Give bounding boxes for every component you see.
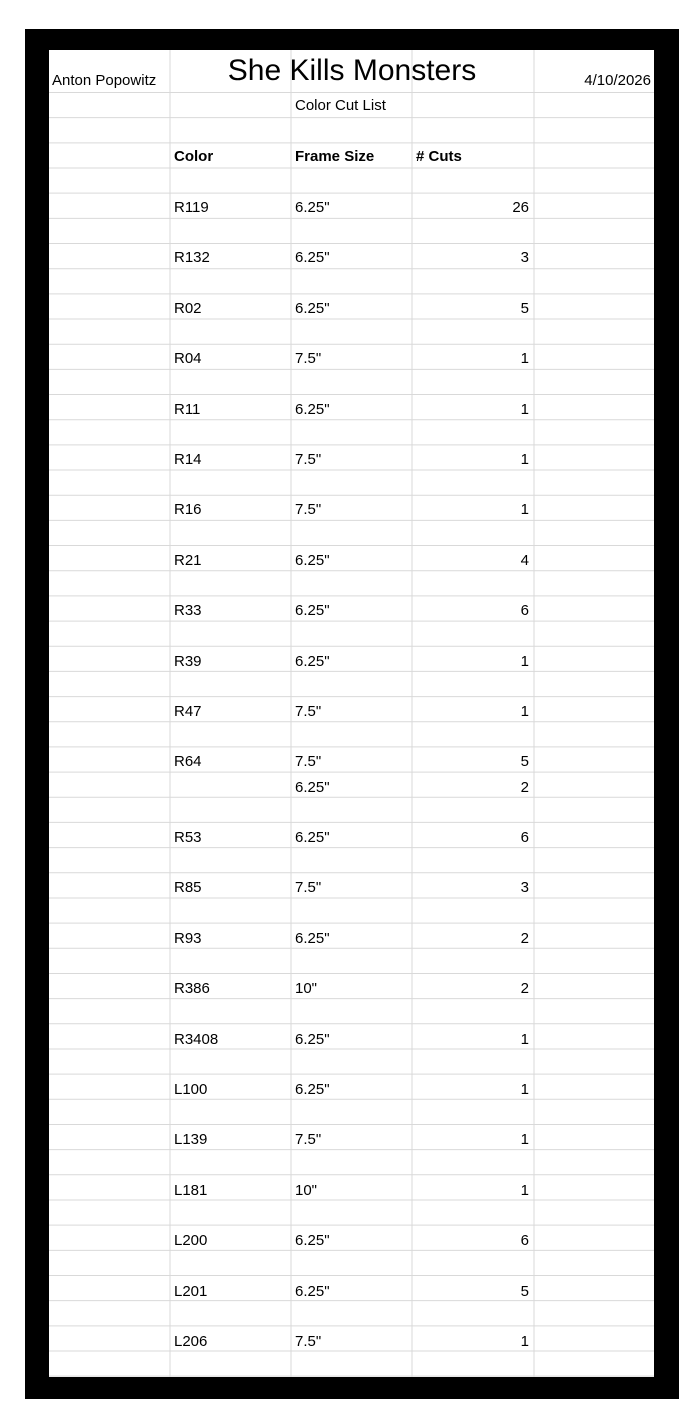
frame-size: 7.5": [295, 451, 322, 468]
sheet-subtitle: Color Cut List: [295, 97, 386, 114]
color-code: R16: [174, 501, 202, 519]
frame-size: 6.25": [295, 778, 330, 796]
color-code: L139: [174, 1131, 208, 1149]
cut-count: 26: [512, 199, 529, 216]
cut-count: 1: [520, 350, 529, 368]
frame-size: 6.25": [295, 400, 330, 418]
frame-size: 10": [295, 1181, 318, 1199]
frame-size: 7.5": [295, 501, 322, 519]
color-code: R386: [174, 980, 210, 998]
cut-count: 1: [520, 501, 529, 519]
spreadsheet: [49, 50, 654, 1377]
author-name: Anton Popowitz: [52, 72, 157, 89]
cut-count: 3: [520, 249, 529, 267]
cut-count: 1: [520, 400, 529, 418]
color-code: L200: [174, 1232, 208, 1250]
frame-size: 6.25": [295, 299, 330, 317]
sheet-date: 4/10/2026: [584, 72, 651, 89]
frame-size: 6.25": [295, 249, 330, 267]
cut-count: 5: [520, 1282, 529, 1300]
cut-count: 5: [520, 299, 529, 317]
frame-size: 6.25": [295, 199, 330, 216]
frame-size: 6.25": [295, 551, 330, 569]
cut-count: 3: [520, 879, 529, 897]
cut-count: 1: [520, 1333, 529, 1350]
color-code: R33: [174, 602, 202, 620]
color-code: R47: [174, 703, 202, 720]
frame-size: 6.25": [295, 929, 330, 947]
color-code: R11: [174, 400, 201, 418]
cut-count: 2: [520, 929, 529, 947]
cut-count: 1: [520, 1081, 529, 1098]
color-code: R39: [174, 652, 202, 670]
frame-size: 10": [295, 980, 318, 998]
column-header-color: Color: [174, 148, 214, 165]
color-code: L206: [174, 1333, 208, 1350]
color-code: R85: [174, 879, 202, 897]
frame-size: 6.25": [295, 652, 330, 670]
color-code: R04: [174, 350, 202, 368]
frame-size: 6.25": [295, 1030, 330, 1048]
frame-size: 6.25": [295, 1232, 330, 1250]
cut-count: 2: [520, 980, 529, 998]
cut-count: 6: [520, 602, 529, 620]
color-code: R3408: [174, 1030, 219, 1048]
sheet-title: She Kills Monsters: [227, 54, 477, 87]
frame-size: 6.25": [295, 1282, 330, 1300]
frame-size: 6.25": [295, 1081, 330, 1098]
cut-count: 4: [520, 551, 529, 569]
frame-size: 6.25": [295, 829, 330, 846]
cut-count: 5: [520, 753, 529, 771]
cut-count: 1: [520, 703, 529, 720]
cut-count: 6: [520, 1232, 529, 1250]
frame-size: 6.25": [295, 602, 330, 620]
frame-size: 7.5": [295, 350, 322, 368]
color-code: L100: [174, 1081, 208, 1098]
color-code: R132: [174, 249, 210, 267]
color-code: R119: [174, 199, 209, 216]
gridlines: [49, 50, 654, 1377]
frame-size: 7.5": [295, 879, 322, 897]
color-code: R64: [174, 753, 202, 771]
color-code: L181: [174, 1181, 208, 1199]
cut-count: 6: [520, 829, 529, 846]
cut-count: 2: [520, 778, 529, 796]
frame-size: 7.5": [295, 703, 322, 720]
cut-count: 1: [520, 1181, 529, 1199]
cut-count: 1: [520, 1131, 529, 1149]
column-header-frame-size: Frame Size: [295, 148, 375, 165]
frame-size: 7.5": [295, 1131, 322, 1149]
color-code: R02: [174, 299, 202, 317]
color-code: L201: [174, 1282, 208, 1300]
column-header-cuts: # Cuts: [416, 148, 462, 165]
color-code: R21: [174, 551, 202, 569]
color-code: R14: [174, 451, 202, 468]
frame-size: 7.5": [295, 1333, 322, 1350]
cut-count: 1: [520, 451, 529, 468]
color-code: R93: [174, 929, 202, 947]
frame-size: 7.5": [295, 753, 322, 771]
cut-count: 1: [520, 1030, 529, 1048]
color-code: R53: [174, 829, 202, 846]
cut-count: 1: [520, 652, 529, 670]
